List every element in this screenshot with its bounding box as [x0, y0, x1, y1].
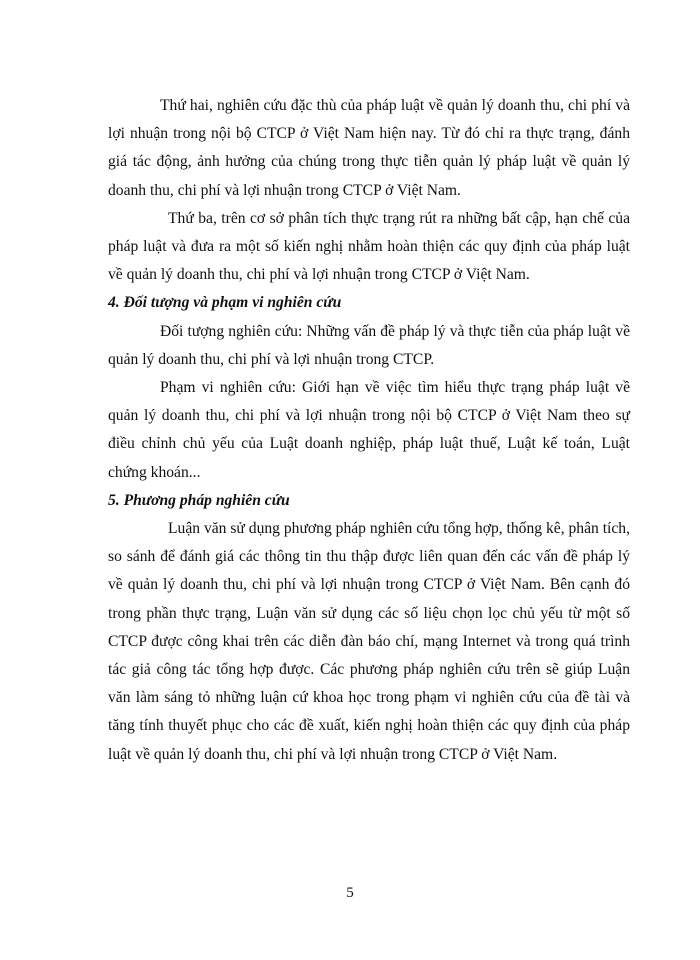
- page-number: 5: [346, 885, 354, 901]
- paragraph-second-objective: Thứ hai, nghiên cứu đặc thù của pháp luật về quản lý doanh thu, chi phí và lợi nhuận trong nội bộ CTCP ở Việt Nam hiện nay. Từ đó chỉ ra thực trạng, đánh giá tác động, ảnh hưởng của chúng trong thực tiễn quản lý pháp luật về quản lý doanh thu, chi phí và lợi nhuận trong CTCP ở Việt Nam.: [108, 97, 630, 199]
- section-heading-methods: 5. Phương pháp nghiên cứu: [108, 491, 290, 509]
- section-heading-subject-scope: 4. Đối tượng và phạm vi nghiên cứu: [108, 294, 342, 312]
- document-body: [108, 92, 630, 769]
- paragraph-third-objective: Thứ ba, trên cơ sở phân tích thực trạng rút ra những bất cập, hạn chế của pháp luật và đưa ra một số kiến nghị nhằm hoàn thiện các quy định của pháp luật về quản lý doanh thu, chi phí và lợi nhuận trong CTCP ở Việt Nam.: [108, 209, 630, 284]
- paragraph-research-methods: Luận văn sử dụng phương pháp nghiên cứu tổng hợp, thống kê, phân tích, so sánh để đánh giá các thông tin thu thập được liên quan đến các vấn đề pháp lý về quản lý doanh thu, chi phí và lợi nhuận trong CTCP ở Việt Nam. Bên cạnh đó trong phần thực trạng, Luận văn sử dụng các số liệu chọn lọc chủ yếu từ một số CTCP được công khai trên các diễn đàn báo chí, mạng Internet và trong quá trình tác giả công tác tổng hợp được. Các phương pháp nghiên cứu trên sẽ giúp Luận văn làm sáng tỏ những luận cứ khoa học trong phạm vi nghiên cứu của đề tài và tăng tính thuyết phục cho các đề xuất, kiến nghị hoàn thiện các quy định của pháp luật về quản lý doanh thu, chi phí và lợi nhuận trong CTCP ở Việt Nam.: [108, 520, 630, 763]
- paragraph-research-scope: Phạm vi nghiên cứu: Giới hạn về việc tìm hiểu thực trạng pháp luật về quản lý doanh thu, chi phí và lợi nhuận trong nội bộ CTCP ở Việt Nam theo sự điều chỉnh chủ yếu của Luật doanh nghiệp, pháp luật thuế, Luật kế toán, Luật chứng khoán...: [108, 379, 630, 481]
- paragraph-research-subject: Đối tượng nghiên cứu: Những vấn đề pháp lý và thực tiễn của pháp luật về quản lý doanh thu, chi phí và lợi nhuận trong CTCP.: [108, 322, 630, 368]
